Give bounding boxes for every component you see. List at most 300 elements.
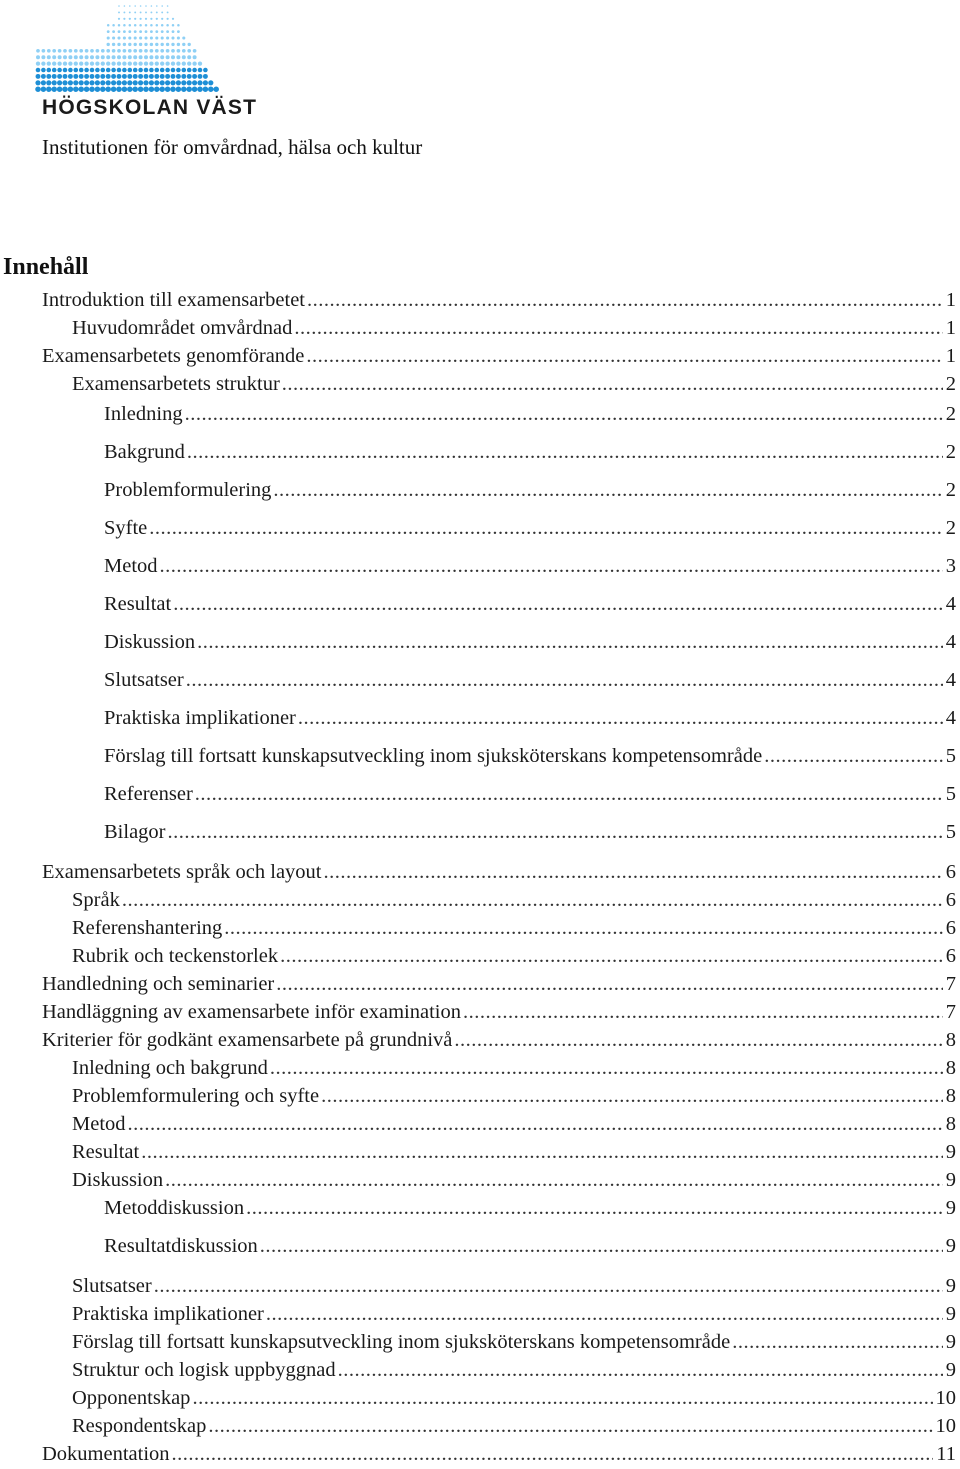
toc-dot-leader	[246, 1197, 943, 1220]
toc-dot-leader	[764, 745, 943, 768]
logo-dot	[187, 49, 191, 53]
logo-dot	[101, 49, 105, 53]
logo-dot	[118, 30, 121, 33]
toc-dot-leader	[128, 1113, 943, 1136]
toc-dot-leader	[270, 1057, 943, 1080]
logo-dot	[95, 74, 100, 79]
logo-dot	[155, 36, 158, 39]
toc-entry[interactable]	[72, 1303, 956, 1329]
logo-dot	[138, 61, 142, 65]
logo-dot	[170, 86, 176, 92]
logo-dot	[154, 86, 160, 92]
logo-dot	[133, 80, 138, 85]
toc-entry[interactable]	[72, 1141, 956, 1167]
toc-entry-page-number: 5	[945, 821, 956, 843]
logo-dot	[106, 61, 110, 65]
logo-dot	[63, 74, 68, 79]
logo-dot	[150, 24, 153, 27]
toc-entry-page-number: 10	[935, 1387, 956, 1409]
toc-entry-title: Förslag till fortsatt kunskapsutveckling inom sjuksköterskans kompetensområde	[104, 745, 763, 767]
toc-dot-leader	[208, 1415, 932, 1438]
logo-dot	[111, 86, 117, 92]
logo-dot	[58, 49, 62, 53]
logo-dot	[79, 68, 84, 73]
toc-entry[interactable]	[72, 945, 956, 971]
logo-dot	[181, 74, 186, 79]
logo-dot	[127, 86, 133, 92]
logo-dot	[139, 55, 143, 59]
toc-dot-leader	[294, 317, 942, 340]
toc-entry-page-number: 9	[945, 1303, 956, 1325]
toc-entry[interactable]	[72, 317, 956, 343]
toc-entry[interactable]	[42, 1443, 956, 1469]
logo-dot	[90, 61, 94, 65]
toc-entry-title: Kriterier för godkänt examensarbete på grundnivå	[42, 1029, 453, 1051]
toc-dot-leader	[324, 861, 943, 884]
logo-dot	[41, 68, 46, 73]
toc-entry[interactable]	[42, 973, 956, 999]
logo-dot	[47, 68, 52, 73]
logo-dot	[96, 49, 100, 53]
logo-dot	[156, 5, 158, 7]
logo-dot	[203, 68, 208, 73]
logo-dot	[107, 24, 110, 27]
logo-dot	[177, 43, 180, 46]
logo-dot	[166, 49, 170, 53]
toc-entry-title: Introduktion till examensarbetet	[42, 289, 306, 311]
toc-entry-title: Dokumentation	[42, 1443, 170, 1465]
logo-dot	[36, 74, 41, 79]
toc-dot-leader	[185, 403, 943, 426]
logo-dot	[144, 43, 147, 46]
logo-dot	[41, 55, 45, 59]
logo-dot	[47, 55, 51, 59]
logo-dot	[193, 49, 197, 53]
logo-dot	[122, 80, 127, 85]
toc-entry-page-number: 5	[945, 745, 956, 767]
toc-entry-title: Resultat	[104, 593, 172, 615]
toc-dot-leader	[260, 1235, 943, 1258]
logo-dot	[63, 68, 68, 73]
logo-dot	[101, 61, 105, 65]
logo-dot	[79, 55, 83, 59]
toc-dot-leader	[141, 1141, 943, 1164]
logo-dot	[58, 55, 62, 59]
toc-entry[interactable]	[104, 555, 956, 581]
logo-dot	[84, 61, 88, 65]
toc-entry-title: Slutsatser	[104, 669, 184, 691]
logo-dot	[208, 86, 214, 92]
logo-dot	[106, 55, 110, 59]
logo-dot	[154, 80, 159, 85]
logo-dot	[90, 55, 94, 59]
logo-dot	[140, 11, 142, 13]
toc-entry[interactable]	[104, 631, 956, 657]
logo-dot	[187, 68, 192, 73]
logo-dot	[133, 49, 137, 53]
toc-entry-page-number: 9	[945, 1331, 956, 1353]
toc-entry[interactable]	[72, 917, 956, 943]
logo-dot	[160, 49, 164, 53]
logo-dot	[150, 43, 153, 46]
logo-dot	[129, 18, 131, 20]
toc-dot-leader	[463, 1001, 943, 1024]
toc-dot-leader	[186, 669, 943, 692]
logo-dot	[107, 36, 110, 39]
logo-dot	[74, 61, 78, 65]
logo-dot	[161, 30, 164, 33]
logo-dot	[177, 30, 180, 33]
logo-dot	[161, 36, 164, 39]
logo-dot	[41, 74, 46, 79]
logo-dot	[166, 36, 169, 39]
logo-dot	[52, 49, 56, 53]
logo-dot	[144, 55, 148, 59]
toc-entry-page-number: 9	[945, 1359, 956, 1381]
logo-dot	[203, 86, 209, 92]
toc-entry[interactable]	[72, 1359, 956, 1385]
toc-entry[interactable]	[104, 745, 956, 771]
hogskolan-vast-logo	[8, 0, 290, 128]
logo-dot	[139, 24, 142, 27]
logo-dot	[160, 68, 165, 73]
logo-dot	[166, 30, 169, 33]
logo-dot	[117, 55, 121, 59]
logo-dot	[84, 68, 89, 73]
logo-dot	[84, 80, 89, 85]
logo-dot	[138, 74, 143, 79]
logo-dot	[128, 68, 133, 73]
logo-dot	[181, 86, 187, 92]
logo-dot	[213, 86, 219, 92]
logo-dot	[139, 36, 142, 39]
logo-dot	[123, 49, 127, 53]
logo-dot	[79, 80, 84, 85]
toc-entry[interactable]	[42, 345, 956, 371]
toc-entry[interactable]	[72, 1085, 956, 1111]
logo-dot	[127, 74, 132, 79]
logo-dot	[134, 30, 137, 33]
logo-dot	[117, 43, 120, 46]
logo-dot	[68, 86, 74, 92]
toc-dot-leader	[276, 973, 942, 996]
logo-dot	[145, 18, 147, 20]
logo-dot	[68, 61, 72, 65]
logo-dot	[166, 55, 170, 59]
logo-dot	[176, 55, 180, 59]
toc-entry[interactable]	[104, 517, 956, 543]
logo-dot	[112, 36, 115, 39]
toc-dot-leader	[732, 1331, 943, 1354]
toc-entry[interactable]	[104, 1235, 956, 1261]
toc-dot-leader	[273, 479, 942, 502]
logo-dot	[63, 55, 67, 59]
logo-dot	[176, 68, 181, 73]
logo-dot	[197, 80, 202, 85]
logo-dot	[187, 80, 192, 85]
logo-dot	[57, 86, 63, 92]
logo-dot	[203, 74, 208, 79]
logo-dot	[170, 80, 175, 85]
logo-dot	[192, 61, 196, 65]
toc-entry[interactable]	[42, 1001, 956, 1027]
logo-dot	[124, 5, 126, 7]
toc-entry[interactable]	[104, 669, 956, 695]
logo-dot	[129, 5, 131, 7]
logo-dot	[68, 68, 73, 73]
logo-dot	[165, 68, 170, 73]
toc-entry-title: Praktiska implikationer	[104, 707, 296, 729]
toc-entry[interactable]	[104, 441, 956, 467]
logo-dot	[122, 61, 126, 65]
toc-entry[interactable]	[72, 1113, 956, 1139]
toc-entry[interactable]	[72, 1169, 956, 1195]
logo-dot	[134, 11, 136, 13]
logo-dot	[150, 18, 152, 20]
logo-dot	[95, 61, 99, 65]
logo-dot	[139, 49, 143, 53]
logo-dot	[68, 80, 73, 85]
logo-dot	[36, 68, 41, 73]
logo-dot	[192, 80, 197, 85]
logo-dot	[182, 36, 185, 39]
toc-entry-page-number: 1	[945, 345, 956, 367]
toc-entry-title: Metod	[72, 1113, 126, 1135]
logo-dot	[127, 80, 132, 85]
logo-dot	[123, 36, 126, 39]
logo-dot	[74, 49, 78, 53]
logo-dot	[57, 68, 62, 73]
logo-dot	[145, 30, 148, 33]
logo-dot	[63, 61, 67, 65]
toc-entry[interactable]	[72, 1331, 956, 1357]
toc-entry-page-number: 2	[945, 441, 956, 463]
toc-dot-leader	[187, 441, 943, 464]
toc-entry[interactable]	[104, 707, 956, 733]
toc-entry-page-number: 2	[945, 373, 956, 395]
logo-dot	[111, 80, 116, 85]
toc-entry[interactable]	[42, 861, 956, 887]
logo-dot	[192, 68, 197, 73]
logo-dot	[161, 18, 163, 20]
logo-dot	[150, 30, 153, 33]
toc-dot-leader	[172, 1443, 934, 1466]
logo-dot	[177, 36, 180, 39]
toc-dot-leader	[197, 631, 943, 654]
toc-entry[interactable]	[42, 289, 956, 315]
logo-dot	[123, 43, 126, 46]
toc-entry-title: Huvudområdet omvårdnad	[72, 317, 293, 339]
logo-dot	[79, 49, 83, 53]
toc-entry-page-number: 8	[945, 1085, 956, 1107]
logo-dot	[187, 55, 191, 59]
logo-dot	[36, 61, 40, 65]
logo-dot	[186, 86, 192, 92]
toc-entry[interactable]	[72, 1275, 956, 1301]
logo-dot	[57, 74, 62, 79]
logo-dot	[155, 30, 158, 33]
toc-entry-title: Problemformulering och syfte	[72, 1085, 320, 1107]
toc-dot-leader	[149, 517, 942, 540]
toc-entry[interactable]	[104, 821, 956, 847]
logo-dot	[101, 55, 105, 59]
logo-dot	[41, 61, 45, 65]
logo-dot	[57, 80, 62, 85]
logo-dot	[123, 11, 125, 13]
logo-dot	[192, 86, 198, 92]
toc-entry-title: Syfte	[104, 517, 148, 539]
logo-dot	[122, 86, 128, 92]
logo-dot	[171, 43, 174, 46]
logo-dot	[118, 11, 120, 13]
toc-dot-leader	[338, 1359, 943, 1382]
logo-dot	[47, 49, 51, 53]
logo-dot	[198, 74, 203, 79]
toc-entry-title: Handläggning av examensarbete inför examination	[42, 1001, 461, 1023]
institution-name: Institutionen för omvårdnad, hälsa och kultur	[42, 135, 423, 159]
logo-dot	[166, 24, 169, 27]
logo-dot	[122, 55, 126, 59]
toc-entry-page-number: 7	[945, 1001, 956, 1023]
logo-dot	[177, 49, 181, 53]
logo-dot	[36, 55, 40, 59]
logo-dot	[117, 74, 122, 79]
logo-dot	[84, 86, 90, 92]
logo-dot	[149, 80, 154, 85]
toc-entry[interactable]	[72, 1387, 956, 1413]
logo-dot	[73, 86, 79, 92]
toc-dot-leader	[122, 889, 943, 912]
logo-dot	[133, 68, 138, 73]
logo-dot	[134, 24, 137, 27]
logo-dot	[139, 43, 142, 46]
toc-entry-page-number: 4	[945, 707, 956, 729]
logo-dot	[134, 5, 136, 7]
logo-dot	[159, 86, 165, 92]
logo-dot	[78, 86, 84, 92]
toc-entry-title: Examensarbetets genomförande	[42, 345, 305, 367]
logo-dot	[117, 36, 120, 39]
logo-dot	[73, 74, 78, 79]
toc-entry[interactable]	[72, 1415, 956, 1441]
toc-entry[interactable]	[42, 1029, 956, 1055]
toc-entry-page-number: 1	[945, 289, 956, 311]
toc-entry-page-number: 6	[945, 945, 956, 967]
logo-dot	[111, 61, 115, 65]
logo-dot	[52, 80, 57, 85]
toc-entry-title: Examensarbetets struktur	[72, 373, 280, 395]
toc-dot-leader	[282, 373, 943, 396]
logo-dot	[171, 61, 175, 65]
toc-dot-leader	[168, 821, 943, 844]
logo-dot	[90, 49, 94, 53]
logo-dot	[177, 24, 180, 27]
toc-entry-page-number: 4	[945, 631, 956, 653]
toc-entry-title: Metod	[104, 555, 158, 577]
logo-dot	[181, 80, 186, 85]
logo-dot	[117, 68, 122, 73]
toc-entry[interactable]	[72, 889, 956, 915]
logo-dot	[47, 61, 51, 65]
logo-dot	[134, 36, 137, 39]
toc-entry[interactable]	[104, 1197, 956, 1223]
toc-entry-page-number: 10	[935, 1415, 956, 1437]
logo-dot	[176, 86, 182, 92]
toc-entry[interactable]	[104, 403, 956, 429]
logo-dot	[144, 61, 148, 65]
logo-dot	[118, 24, 121, 27]
logo-dot	[155, 49, 159, 53]
logo-dot	[198, 68, 203, 73]
toc-entry-page-number: 8	[945, 1057, 956, 1079]
toc-entry-page-number: 8	[945, 1113, 956, 1135]
logo-dot	[167, 11, 169, 13]
logo-dot	[149, 86, 155, 92]
logo-dot	[74, 55, 78, 59]
toc-entry[interactable]	[72, 373, 956, 399]
toc-entry[interactable]	[104, 479, 956, 505]
logo-dot	[95, 86, 101, 92]
logo-dot	[128, 55, 132, 59]
logo-dot	[106, 74, 111, 79]
toc-entry[interactable]	[104, 783, 956, 809]
toc-entry-title: Resultat	[72, 1141, 140, 1163]
toc-dot-leader	[192, 1387, 932, 1410]
logo-dot	[149, 68, 154, 73]
logo-dot	[156, 24, 159, 27]
logo-dot	[150, 36, 153, 39]
toc-entry-title: Inledning och bakgrund	[72, 1057, 268, 1079]
toc-dot-leader	[154, 1275, 943, 1298]
logo-dot	[138, 68, 143, 73]
toc-entry-page-number: 6	[945, 861, 956, 883]
toc-entry[interactable]	[104, 593, 956, 619]
toc-entry-page-number: 11	[936, 1443, 956, 1465]
toc-entry[interactable]	[72, 1057, 956, 1083]
logo-dot	[123, 24, 126, 27]
logo-dot	[155, 68, 160, 73]
logo-dot	[111, 68, 116, 73]
logo-dot	[144, 49, 148, 53]
logo-dot	[156, 18, 158, 20]
logo-dot	[117, 61, 121, 65]
logo-dot	[89, 86, 95, 92]
logo-dot	[95, 80, 100, 85]
logo-dot	[74, 68, 79, 73]
logo-dot	[57, 61, 61, 65]
toc-dot-leader	[266, 1303, 943, 1326]
logo-dot	[134, 18, 136, 20]
logo-dot	[144, 36, 147, 39]
logo-dot	[133, 74, 138, 79]
logo-dot	[62, 80, 67, 85]
logo-dot	[144, 74, 149, 79]
logo-dot	[149, 55, 153, 59]
toc-dot-leader	[306, 345, 942, 368]
logo-dot	[154, 74, 159, 79]
toc-entry-page-number: 9	[945, 1169, 956, 1191]
logo-dot	[182, 61, 186, 65]
toc-dot-leader	[321, 1085, 943, 1108]
logo-dot	[198, 61, 202, 65]
toc-entry-title: Rubrik och teckenstorlek	[72, 945, 279, 967]
logo-dot	[182, 55, 186, 59]
toc-entry-title: Diskussion	[104, 631, 196, 653]
toc-entry-title: Respondentskap	[72, 1415, 207, 1437]
toc-entry-title: Språk	[72, 889, 120, 911]
toc-entry-page-number: 6	[945, 889, 956, 911]
toc-entry-page-number: 9	[945, 1141, 956, 1163]
